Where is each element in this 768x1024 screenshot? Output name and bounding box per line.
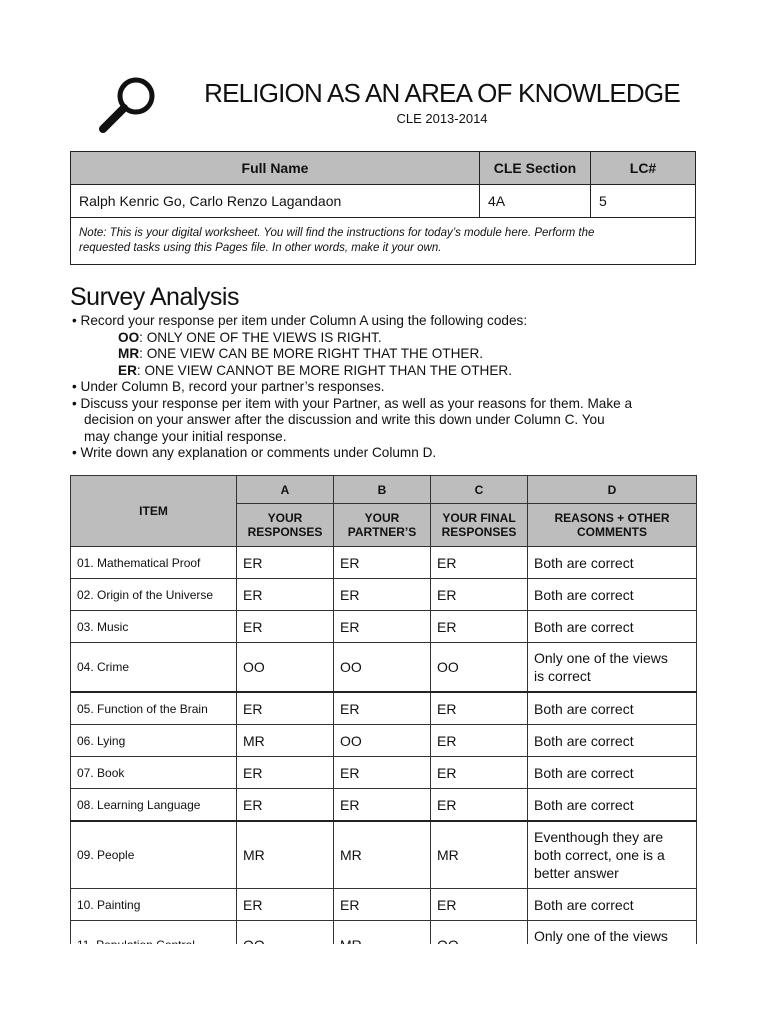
item-header: ITEM — [71, 476, 237, 547]
response-a[interactable]: MR — [237, 725, 334, 757]
response-b[interactable]: ER — [334, 547, 431, 579]
instruction-3-line-3: may change your initial response. — [84, 428, 287, 444]
code-mr — [72, 346, 712, 363]
code-mr-label: MR — [118, 346, 140, 361]
comment-d[interactable]: Both are correct — [528, 611, 697, 643]
table-row — [71, 789, 697, 822]
col-c-letter: C — [431, 476, 528, 504]
instruction-3-line-2: decision on your answer after the discussion and write this down under Column C. You — [84, 412, 605, 427]
item-cell: 04. Crime — [71, 643, 237, 693]
comment-d[interactable]: Only one of the views — [528, 921, 697, 970]
col-a-title: YOUR RESPONSES — [237, 504, 334, 547]
comment-d[interactable]: Only one of the views is correct — [528, 643, 697, 693]
magnifier-icon — [96, 72, 160, 136]
info-header-row — [71, 152, 696, 185]
response-b[interactable]: ER — [334, 789, 431, 822]
comment-d[interactable]: Both are correct — [528, 725, 697, 757]
item-cell: 09. People — [71, 821, 237, 889]
response-b[interactable]: ER — [334, 611, 431, 643]
response-b[interactable]: ER — [334, 579, 431, 611]
comment-d[interactable]: Eventhough they are both correct, one is a better answer — [528, 821, 697, 889]
note-line-2: requested tasks using this Pages file. In other words, make it your own. — [79, 242, 442, 254]
comment-d[interactable]: Both are correct — [528, 579, 697, 611]
lc-value[interactable]: 5 — [591, 185, 696, 218]
table-row — [71, 547, 697, 579]
survey-table — [70, 475, 697, 970]
response-b[interactable]: ER — [334, 692, 431, 725]
response-a[interactable]: ER — [237, 889, 334, 921]
response-a[interactable]: ER — [237, 789, 334, 822]
response-c[interactable]: ER — [431, 889, 528, 921]
page-bottom-margin — [0, 944, 768, 1024]
response-a[interactable]: MR — [237, 821, 334, 889]
col-c-title: YOUR FINAL RESPONSES — [431, 504, 528, 547]
instructions — [72, 313, 712, 462]
response-a[interactable]: ER — [237, 579, 334, 611]
response-b[interactable]: ER — [334, 757, 431, 789]
response-a[interactable]: OO — [237, 643, 334, 693]
comment-d[interactable]: Both are correct — [528, 889, 697, 921]
response-c[interactable]: MR — [431, 821, 528, 889]
response-c[interactable]: ER — [431, 757, 528, 789]
note-line-1: Note: This is your digital worksheet. You will find the instructions for today’s module here. Perform the — [79, 227, 595, 239]
response-b[interactable]: MR — [334, 821, 431, 889]
response-a[interactable]: ER — [237, 692, 334, 725]
response-b[interactable]: OO — [334, 725, 431, 757]
code-mr-text: : ONE VIEW CAN BE MORE RIGHT THAT THE OTHER. — [139, 346, 484, 361]
code-oo-text: : ONLY ONE OF THE VIEWS IS RIGHT. — [139, 329, 382, 345]
table-row — [71, 821, 697, 889]
col-b-letter: B — [334, 476, 431, 504]
col-b-title: YOUR PARTNER’S — [334, 504, 431, 547]
response-b[interactable]: ER — [334, 889, 431, 921]
item-cell: 03. Music — [71, 611, 237, 643]
response-c[interactable]: ER — [431, 611, 528, 643]
page-title: RELIGION AS AN AREA OF KNOWLEDGE — [204, 78, 680, 108]
comment-d[interactable]: Both are correct — [528, 692, 697, 725]
instruction-3-line-1: • Discuss your response per item with your Partner, as well as your reasons for them. Make a — [72, 395, 633, 411]
column-letter-row — [71, 476, 697, 504]
response-c[interactable]: OO — [431, 643, 528, 693]
col-a-letter: A — [237, 476, 334, 504]
full-name-value[interactable]: Ralph Kenric Go, Carlo Renzo Lagandaon — [71, 185, 480, 218]
response-c[interactable]: ER — [431, 547, 528, 579]
item-cell: 08. Learning Language — [71, 789, 237, 822]
comment-d[interactable]: Both are correct — [528, 789, 697, 822]
table-row — [71, 757, 697, 789]
table-row — [71, 611, 697, 643]
table-row — [71, 725, 697, 757]
item-cell: 05. Function of the Brain — [71, 692, 237, 725]
table-row — [71, 692, 697, 725]
item-cell: 06. Lying — [71, 725, 237, 757]
instruction-1: • Record your response per item under Column A using the following codes: — [72, 313, 528, 328]
response-a[interactable]: ER — [237, 547, 334, 579]
code-oo — [72, 330, 712, 347]
page-subtitle: CLE 2013-2014 — [396, 111, 488, 126]
info-value-row — [71, 185, 696, 218]
note-row — [71, 218, 696, 265]
table-row — [71, 643, 697, 693]
cle-section-value[interactable]: 4A — [480, 185, 591, 218]
instruction-4: • Write down any explanation or comments under Column D. — [72, 445, 437, 460]
item-cell: 01. Mathematical Proof — [71, 547, 237, 579]
code-er — [72, 363, 712, 380]
response-c[interactable]: ER — [431, 692, 528, 725]
response-a[interactable]: ER — [237, 757, 334, 789]
instruction-2: • Under Column B, record your partner’s responses. — [72, 379, 385, 394]
note-text — [71, 218, 696, 265]
comment-d[interactable]: Both are correct — [528, 547, 697, 579]
response-b[interactable]: OO — [334, 643, 431, 693]
item-cell: 07. Book — [71, 757, 237, 789]
comment-d[interactable]: Both are correct — [528, 757, 697, 789]
table-row — [71, 889, 697, 921]
col-d-title: REASONS + OTHER COMMENTS — [528, 504, 697, 547]
response-c[interactable]: ER — [431, 725, 528, 757]
header-lc: LC# — [591, 152, 696, 185]
code-er-text: : ONE VIEW CANNOT BE MORE RIGHT THAN THE OTHER. — [136, 362, 513, 378]
response-a[interactable]: ER — [237, 611, 334, 643]
item-cell: 02. Origin of the Universe — [71, 579, 237, 611]
response-c[interactable]: ER — [431, 579, 528, 611]
section-heading: Survey Analysis — [70, 283, 239, 311]
item-cell: 10. Painting — [71, 889, 237, 921]
header-cle-section: CLE Section — [480, 152, 591, 185]
header-full-name: Full Name — [71, 152, 480, 185]
col-d-letter: D — [528, 476, 697, 504]
code-er-label: ER — [118, 362, 137, 378]
table-row — [71, 579, 697, 611]
info-table — [70, 151, 696, 265]
response-c[interactable]: ER — [431, 789, 528, 822]
code-oo-label: OO — [118, 329, 140, 345]
